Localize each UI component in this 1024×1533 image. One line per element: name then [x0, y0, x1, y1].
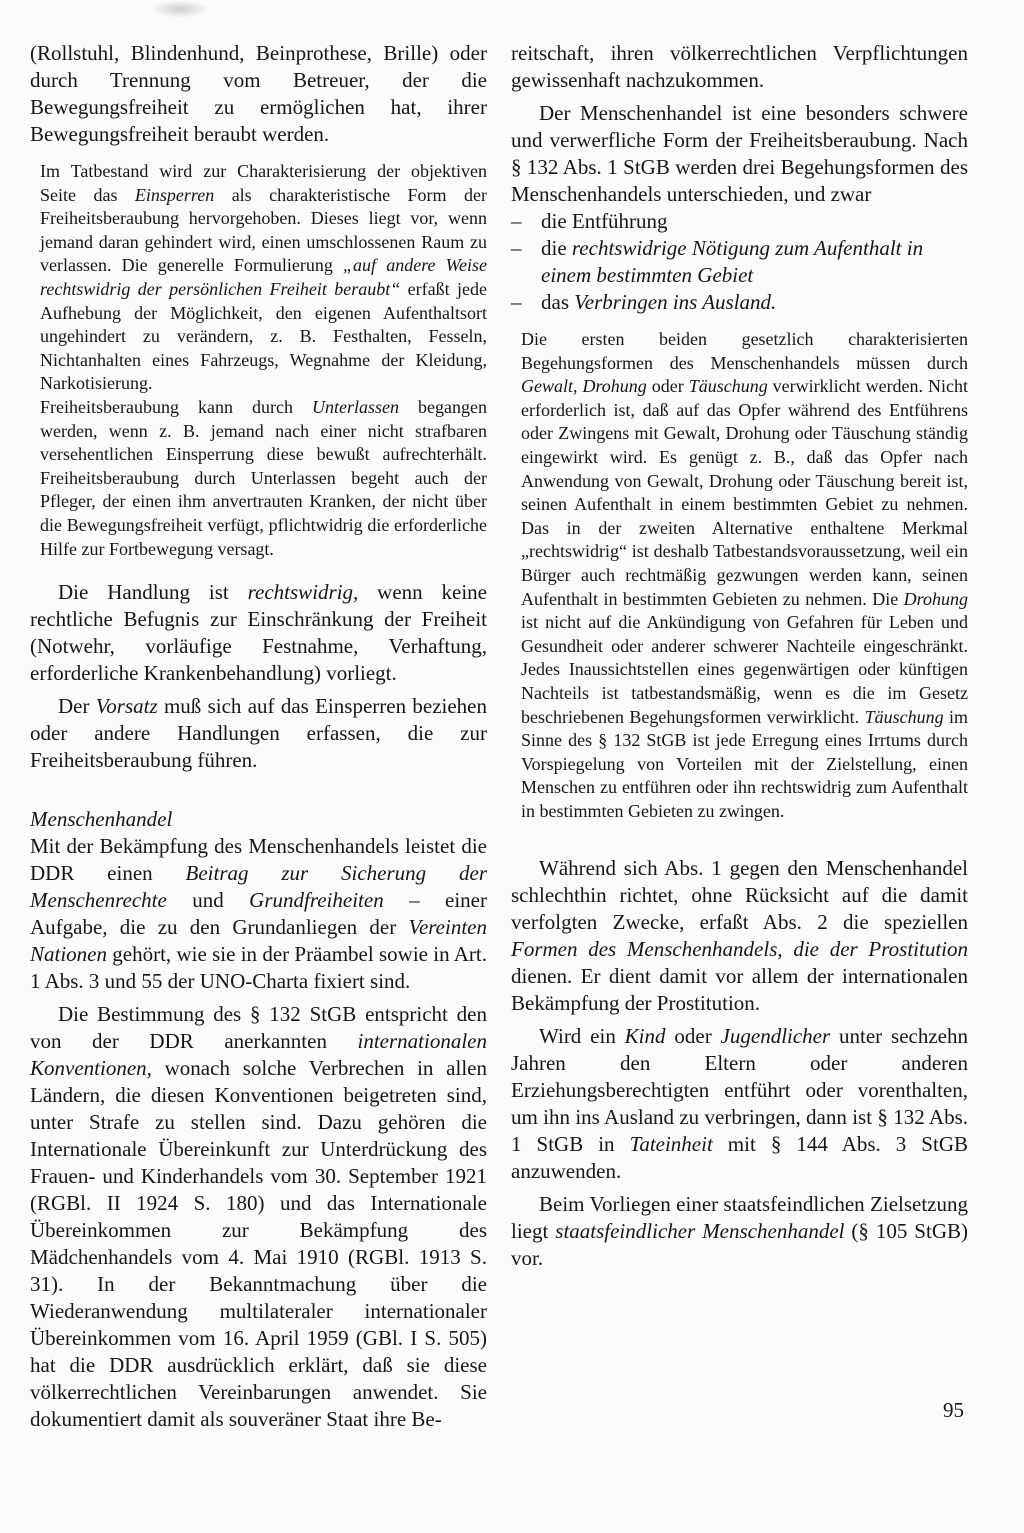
paragraph: Der Menschenhandel ist eine besonders schwere und verwerfliche Form der Freiheitsberaubung. Nach § 132 Abs. 1 StGB werden drei Begehungsformen des Menschenhandels unterschieden, und zwar: [511, 101, 968, 206]
small-print-paragraph: Freiheitsberaubung kann durch Unterlassen begangen werden, wenn z. B. jemand nach einer nicht strafbaren versehentlichen Einsperrung diese bewußt aufrechterhält. Freiheitsberaubung durch Unterlassen begeht auch der Pfleger, der einen ihm anvertrauten Kranken, der nicht über die Bewegungsfreiheit verfügt, pflichtwidrig die erforderliche Hilfe zur Fortbewegung versagt.: [40, 396, 488, 559]
paragraph: Wird ein Kind oder Jugendlicher unter sechzehn Jahren den Eltern oder anderen Erziehungsberechtigten entführt oder vorenthalten, um ihn ins Ausland zu verbringen, dann ist § 132 Abs. 1 StGB in Tateinheit mit § 144 Abs. 3 StGB anzuwenden.: [511, 1024, 968, 1184]
page-number: 95: [943, 1398, 964, 1422]
small-print-paragraph: Die ersten beiden gesetzlich charakterisierten Begehungsformen des Menschenhandels müssen durch Gewalt, Drohung oder Täuschung verwirklicht werden. Nicht erforderlich ist, daß auf das Opfer während des Entführens oder Zwingens mit Gewalt, Drohung oder Täuschung ständig eingewirkt wird. Es genügt z. B., daß das Opfer nach Anwendung von Gewalt, Drohung oder Täuschung bereit ist, seinen Aufenthalt in einem bestimmten Gebiet zu nehmen. Das in der zweiten Alternative enthaltene Merkmal „rechtswidrig“ ist deshalb Tatbestandsvoraussetzung, weil ein Bürger auch rechtmäßig gezwungen werden kann, seinen Aufenthalt in bestimmten Gebieten zu nehmen. Die Drohung ist nicht auf die Ankündigung von Gefahren für Leben und Gesundheit oder anderer schwerer Nachteile eingeschränkt. Jedes Inaussichtstellen eines gegenwärtigen oder künftigen Nachteils ist tatbestandsmäßig, wenn es die im Gesetz beschriebenen Begehungsformen verwirklicht. Täuschung im Sinne des § 132 StGB ist jede Erregung eines Irrtums durch Vorspiegelung von Vorteilen mit der Zielstellung, einen Menschen zu entführen oder ihn rechtswidrig zum Aufenthalt in bestimmten Gebieten zu zwingen.: [521, 329, 968, 821]
paragraph: Mit der Bekämpfung des Menschenhandels leistet die DDR einen Beitrag zur Sicherung der Menschenrechte und Grundfreiheiten – einer Aufgabe, die zu den Grundanliegen der Vereinten Nationen gehört, wie sie in der Präambel sowie in Art. 1 Abs. 3 und 55 der UNO-Charta fixiert sind.: [30, 834, 487, 994]
paragraph: Die Handlung ist rechtswidrig, wenn keine rechtliche Befugnis zur Einschränkung der Freiheit (Notwehr, vorläufige Festnahme, Verhaftung, erforderliche Krankenbehandlung) vorliegt.: [30, 580, 488, 686]
list-item: – das Verbringen ins Ausland.: [511, 290, 777, 314]
list: [511, 208, 968, 316]
paragraph: reitschaft, ihren völkerrechtlichen Verpflichtungen gewissenhaft nachzukommen.: [511, 41, 968, 92]
scan-smudge: [150, 0, 210, 18]
paragraph: Beim Vorliegen einer staatsfeindlichen Zielsetzung liegt staatsfeindlicher Menschenhandel (§ 105 StGB) vor.: [511, 1192, 968, 1271]
section-heading: Menschenhandel: [30, 807, 173, 832]
paragraph: Die Bestimmung des § 132 StGB entspricht den von der DDR anerkannten internationalen Konventionen, wonach solche Verbrechen in allen Ländern, die diesen Konventionen beigetreten sind, unter Strafe zu stellen sind. Dazu gehören die Internationale Übereinkunft zur Unterdrückung des Frauen- und Kinderhandels vom 30. September 1921 (RGBl. II 1924 S. 180) und das Internationale Übereinkommen zur Bekämpfung des Mädchenhandels vom 4. Mai 1910 (RGBl. 1913 S. 31). In der Bekanntmachung über die Wiederanwendung multilateraler internationaler Übereinkommen vom 16. April 1959 (GBl. I S. 505) hat die DDR ausdrücklich erklärt, daß sie diese völkerrechtlichen Vereinbarungen anwendet. Sie dokumentiert damit als souveräner Staat ihre Be-: [30, 1002, 487, 1432]
small-print-paragraph: Im Tatbestand wird zur Charakterisierung der objektiven Seite das Einsperren als charakteristische Form der Freiheitsberaubung hervorgehoben. Dieses liegt vor, wenn jemand daran gehindert wird, einen umschlossenen Raum zu verlassen. Die generelle Formulierung „auf andere Weise rechtswidrig der persönlichen Freiheit beraubt“ erfaßt jede Aufhebung der Möglichkeit, den eigenen Aufenthaltsort ungehindert zu verändern, z. B. Festhalten, Fesseln, Nichtanhalten eines Fahrzeugs, Wegnahme der Kleidung, Narkotisierung.: [40, 161, 487, 394]
paragraph: Der Vorsatz muß sich auf das Einsperren beziehen oder andere Handlungen erfassen, die zur Freiheitsberaubung führen.: [30, 694, 487, 773]
list-item: – die Entführung: [511, 209, 668, 233]
list-item: – die rechtswidrige Nötigung zum Aufenthalt in einem bestimmten Gebiet: [511, 236, 924, 287]
left-column: [30, 40, 487, 1433]
paragraph: (Rollstuhl, Blindenhund, Beinprothese, Brille) oder durch Trennung vom Betreuer, der die Bewegungsfreiheit zu ermöglichen hat, ihrer Bewegungsfreiheit beraubt werden.: [30, 41, 487, 146]
paragraph: Während sich Abs. 1 gegen den Menschenhandel schlechthin richtet, ohne Rücksicht auf die damit verfolgten Zwecke, erfaßt Abs. 2 die speziellen Formen des Menschenhandels, die der Prostitution dienen. Er dient damit vor allem der internationalen Bekämpfung der Prostitution.: [511, 856, 968, 1016]
right-column: [511, 40, 968, 1272]
